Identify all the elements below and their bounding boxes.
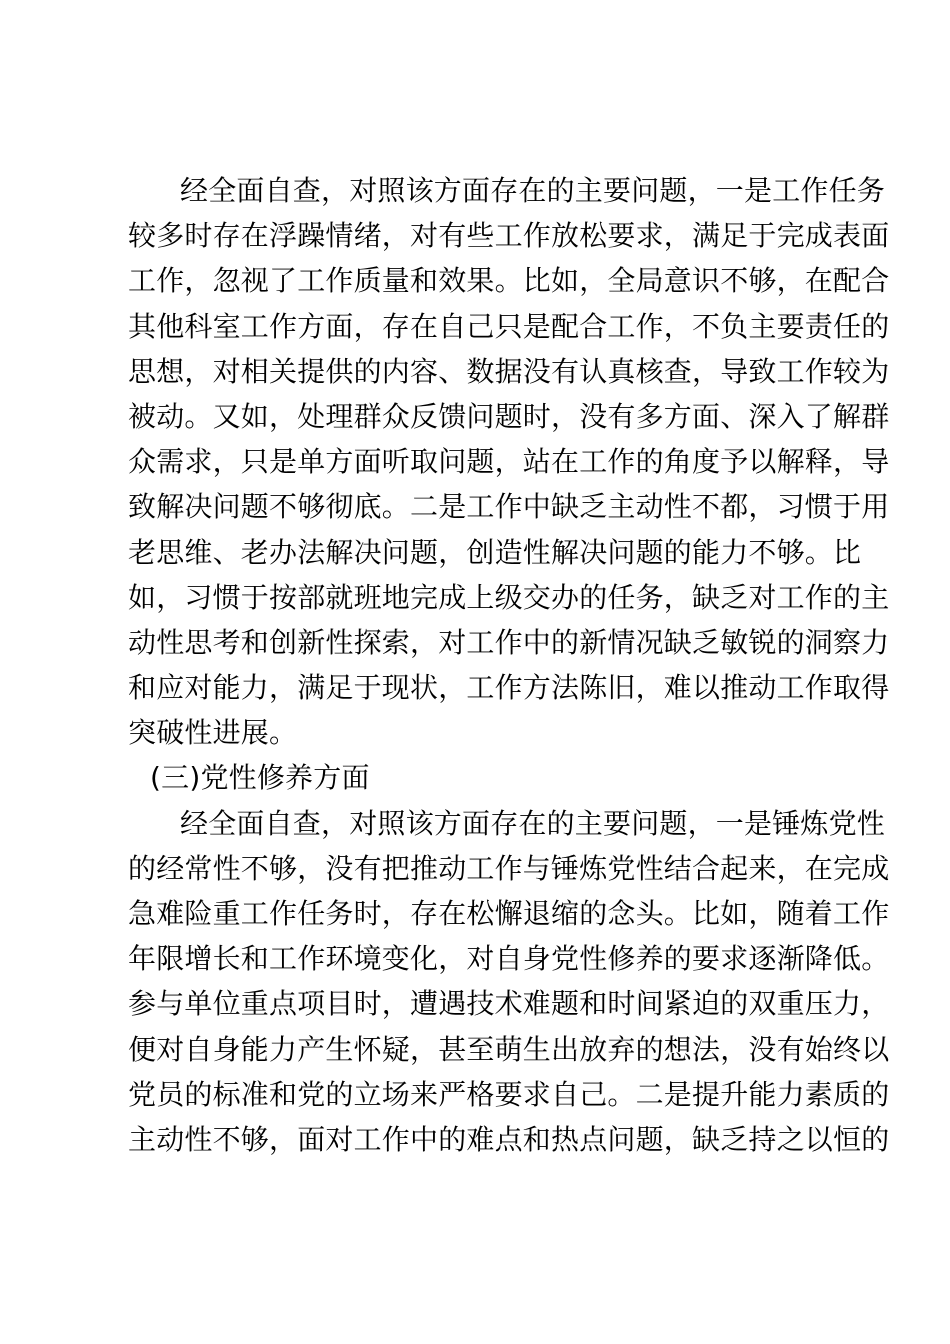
section-heading: (三)党性修养方面 (150, 761, 370, 795)
paragraph-line: 急难险重工作任务时，存在松懈退缩的念头。比如，随着工作 (128, 897, 890, 930)
document-body (128, 168, 890, 1162)
paragraph-line: 的经常性不够，没有把推动工作与锤炼党性结合起来，在完成 (128, 851, 890, 885)
paragraph-line: 和应对能力，满足于现状，工作方法陈旧，难以推动工作取得 (128, 671, 890, 705)
paragraph-line: 较多时存在浮躁情绪，对有些工作放松要求，满足于完成表面 (128, 219, 890, 253)
paragraph-line: 如，习惯于按部就班地完成上级交办的任务，缺乏对工作的主 (128, 580, 890, 614)
paragraph-line: 被动。又如，处理群众反馈问题时，没有多方面、深入了解群 (128, 399, 890, 433)
paragraph-line: 工作，忽视了工作质量和效果。比如，全局意识不够，在配合 (128, 264, 890, 298)
paragraph-line: 致解决问题不够彻底。二是工作中缺乏主动性不都，习惯于用 (128, 490, 890, 524)
paragraph-line: 众需求，只是单方面听取问题，站在工作的角度予以解释，导 (128, 445, 890, 479)
paragraph-line: 便对自身能力产生怀疑，甚至萌生出放弃的想法，没有始终以 (128, 1032, 890, 1066)
paragraph-line: 年限增长和工作环境变化，对自身党性修养的要求逐渐降低。 (128, 942, 890, 976)
paragraph-line: 参与单位重点项目时，遭遇技术难题和时间紧迫的双重压力， (128, 987, 890, 1021)
paragraph-line: 思想，对相关提供的内容、数据没有认真核查，导致工作较为 (128, 354, 890, 388)
paragraph-line: 经全面自查，对照该方面存在的主要问题，一是工作任务 (180, 174, 886, 207)
paragraph-line: 主动性不够，面对工作中的难点和热点问题，缺乏持之以恒的 (128, 1122, 890, 1156)
paragraph-line: 其他科室工作方面，存在自己只是配合工作，不负主要责任的 (128, 309, 890, 343)
paragraph-line: 突破性进展。 (128, 716, 298, 750)
paragraph-line: 老思维、老办法解决问题，创造性解决问题的能力不够。比 (128, 535, 862, 569)
paragraph-line: 经全面自查，对照该方面存在的主要问题，一是锤炼党性 (180, 806, 886, 840)
paragraph-line: 党员的标准和党的立场来严格要求自己。二是提升能力素质的 (128, 1077, 890, 1111)
paragraph-line: 动性思考和创新性探索，对工作中的新情况缺乏敏锐的洞察力 (128, 625, 890, 659)
